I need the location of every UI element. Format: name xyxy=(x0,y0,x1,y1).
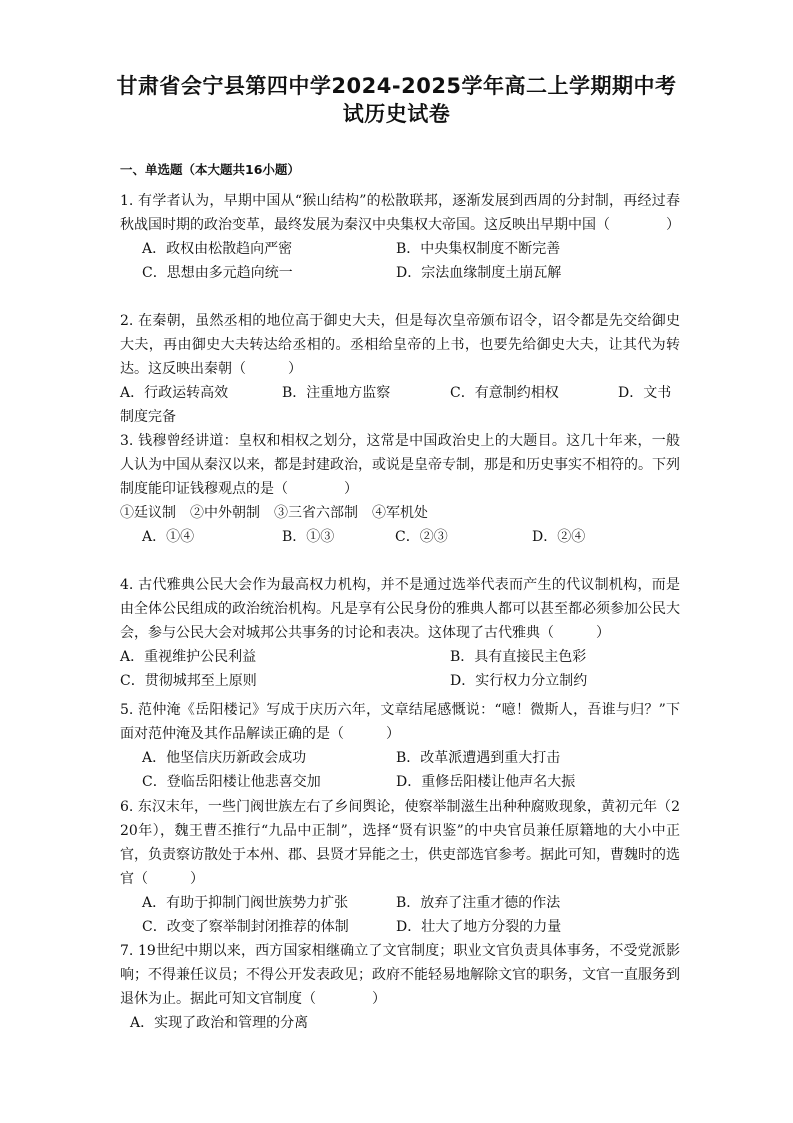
option-c: C．改变了察举制封闭推荐的体制 xyxy=(142,919,349,935)
options-row xyxy=(120,669,680,693)
option-b: B．中央集权制度不断完善 xyxy=(396,241,561,257)
question-7 xyxy=(120,939,680,1035)
options-row xyxy=(120,381,680,405)
question-stem: 3. 钱穆曾经讲道：皇权和相权之划分，这常是中国政治史上的大题目。这几十年来，一般人认为中国从秦汉以来，都是封建政治，或说是皇帝专制，那是和历史事实不相符的。下列制度能印证钱穆观点的是（ ） xyxy=(120,433,680,497)
option-c: C．登临岳阳楼让他悲喜交加 xyxy=(142,774,321,790)
question-5 xyxy=(120,698,680,794)
option-c: C．有意制约相权 xyxy=(450,385,559,401)
option-b: B．①③ xyxy=(282,529,335,545)
question-stem: 4. 古代雅典公民大会作为最高权力机构，并不是通过选举代表而产生的代议制机构，而是由全体公民组成的政治统治机构。凡是享有公民身份的雅典人都可以甚至都必须参加公民大会，参与公民大会对城邦公共事务的讨论和表决。这体现了古代雅典（ ） xyxy=(120,577,680,641)
option-d-continued: 制度完备 xyxy=(120,409,176,425)
option-b: B．具有直接民主色彩 xyxy=(450,649,587,665)
option-a: A．重视维护公民利益 xyxy=(120,649,257,665)
question-1 xyxy=(120,189,680,285)
options-row xyxy=(120,891,680,915)
option-d: D．实行权力分立制约 xyxy=(450,673,588,689)
question-stem: 7. 19世纪中期以来，西方国家相继确立了文官制度；职业文官负责具体事务，不受党派影响；不得兼任议员；不得公开发表政见；政府不能轻易地解除文官的职务，文官一直服务到退休为止。据此可知文官制度（ ） xyxy=(120,943,680,1007)
options-row-continued xyxy=(120,405,680,429)
option-d: D．重修岳阳楼让他声名大振 xyxy=(396,774,576,790)
question-stem: 1. 有学者认为，早期中国从“猴山结构”的松散联邦，逐渐发展到西周的分封制，再经过春秋战国时期的政治变革，最终发展为秦汉中央集权大帝国。这反映出早期中国（ ） xyxy=(120,193,680,233)
option-a: A．他坚信庆历新政会成功 xyxy=(142,750,307,766)
options-row xyxy=(120,645,680,669)
options-row xyxy=(120,525,680,549)
exam-title-line-1: 甘肃省会宁县第四中学2024-2025学年高二上学期期中考 xyxy=(116,74,677,98)
option-a: A．行政运转高效 xyxy=(120,385,229,401)
question-6 xyxy=(120,795,680,939)
question-stem: 6. 东汉末年，一些门阀世族左右了乡间舆论，使察举制滋生出种种腐败现象，黄初元年（220年），魏王曹丕推行“九品中正制”，选择“贤有识鉴”的中央官员兼任原籍地的大小中正官，负责察访散处于本州、郡、县贤才异能之士，供吏部选官参考。据此可知，曹魏时的选官（ ） xyxy=(120,799,680,887)
options-row xyxy=(120,746,680,770)
option-b: B．改革派遭遇到重大打击 xyxy=(396,750,561,766)
option-b: B．放弃了注重才德的作法 xyxy=(396,895,561,911)
option-a: A．有助于抑制门阀世族势力扩张 xyxy=(142,895,349,911)
question-stem: 2. 在秦朝，虽然丞相的地位高于御史大夫，但是每次皇帝颁布诏令，诏令都是先交给御史大夫，再由御史大夫转达给丞相的。丞相给皇帝的上书，也要先给御史大夫，让其代为转达。这反映出秦朝（ ） xyxy=(120,313,680,377)
question-2 xyxy=(120,309,680,429)
items-row xyxy=(120,501,680,525)
question-3 xyxy=(120,429,680,549)
option-d: D．壮大了地方分裂的力量 xyxy=(396,919,562,935)
option-b: B．注重地方监察 xyxy=(282,385,391,401)
option-a: A．实现了政治和管理的分离 xyxy=(130,1015,309,1031)
options-row xyxy=(120,237,680,261)
options-row xyxy=(120,261,680,285)
option-d: D．宗法血缘制度土崩瓦解 xyxy=(396,265,562,281)
option-c: C．思想由多元趋向统一 xyxy=(142,265,293,281)
question-stem: 5. 范仲淹《岳阳楼记》写成于庆历六年，文章结尾感慨说：“噫！微斯人，吾谁与归？”下面对范仲淹及其作品解读正确的是（ ） xyxy=(120,702,680,742)
options-row xyxy=(120,1011,680,1035)
section-heading: 一、单选题（本大题共16小题） xyxy=(120,162,300,177)
options-row xyxy=(120,770,680,794)
options-row xyxy=(120,915,680,939)
question-items: ①廷议制 ②中外朝制 ③三省六部制 ④军机处 xyxy=(120,505,428,521)
option-d: D．②④ xyxy=(532,529,586,545)
question-4 xyxy=(120,573,680,693)
option-a: A．①④ xyxy=(142,529,195,545)
option-a: A．政权由松散趋向严密 xyxy=(142,241,293,257)
option-d: D．文书 xyxy=(618,385,672,401)
exam-title-line-2: 试历史试卷 xyxy=(342,102,451,126)
option-c: C．②③ xyxy=(395,529,448,545)
option-c: C．贯彻城邦至上原则 xyxy=(120,673,257,689)
